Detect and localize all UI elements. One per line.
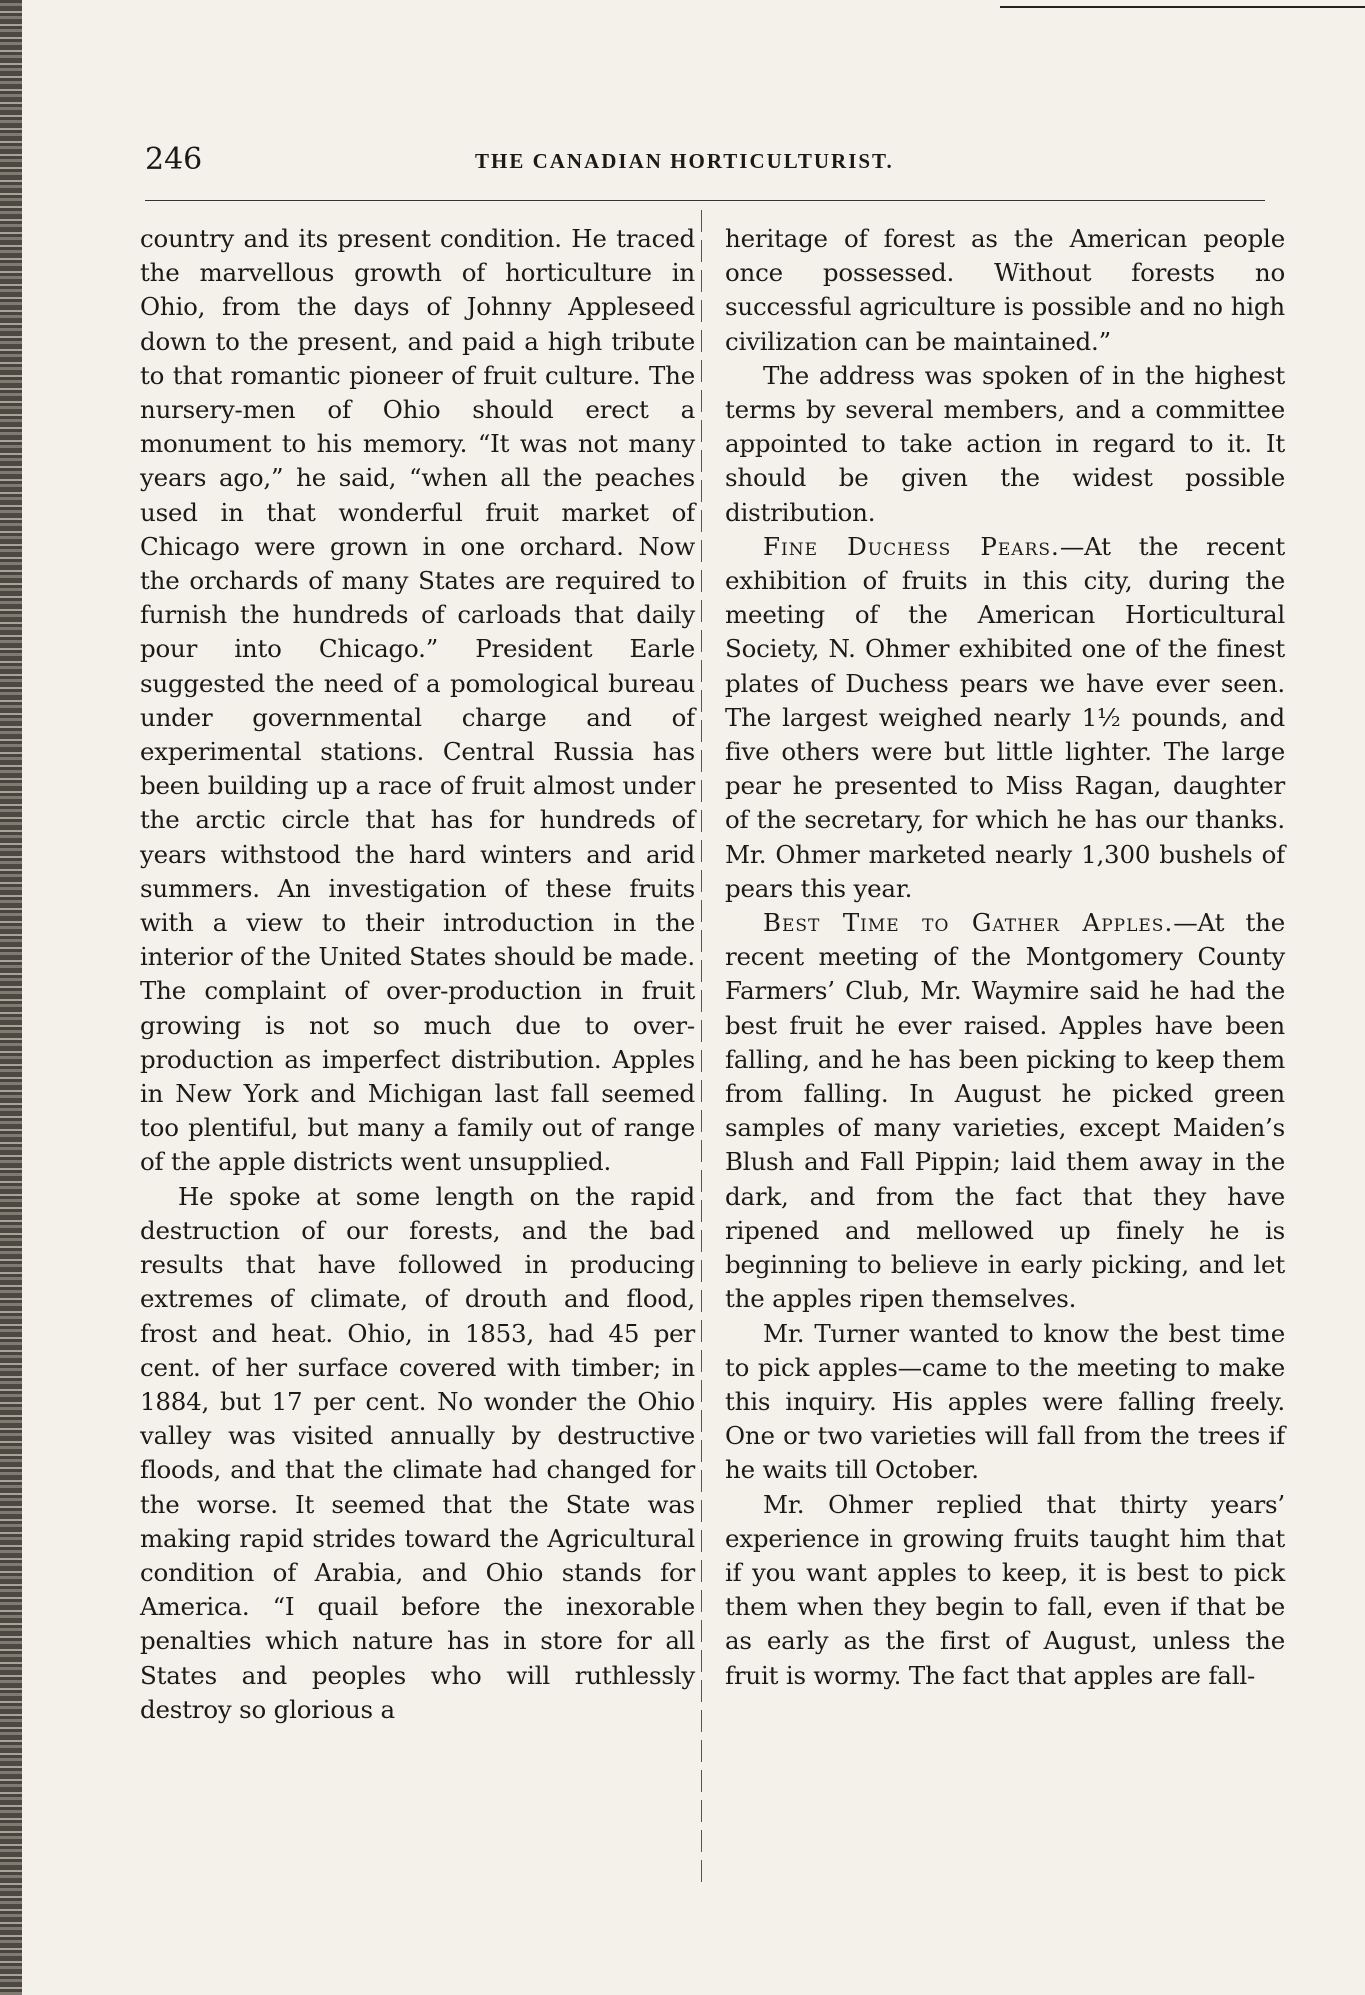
page-binding-edge: [0, 0, 22, 1995]
paragraph: country and its present condition. He traced the marvellous growth of horticulture in Ohio, from the days of Johnny Appleseed down to the present, and paid a high tribute to that romantic pioneer of fruit culture. The nursery-men of Ohio should erect a monument to his memory. “It was not many years ago,” he said, “when all the peaches used in that wonderful fruit market of Chicago were grown in one orchard. Now the orchards of many States are required to furnish the hundreds of carloads that daily pour into Chicago.” President Earle suggested the need of a pomological bureau under governmental charge and of experimental stations. Central Russia has been building up a race of fruit almost under the arctic circle that has for hundreds of years withstood the hard winters and arid summers. An investigation of these fruits with a view to their introduction in the interior of the United States should be made. The complaint of over-production in fruit growing is not so much due to over-production as imperfect distribution. Apples in New York and Michigan last fall seemed too plentiful, but many a family out of range of the apple districts went unsupplied.: [140, 224, 695, 1177]
page-header: [145, 140, 1285, 180]
paragraph: Mr. Turner wanted to know the best time to pick apples—came to the meeting to make this inquiry. His apples were falling freely. One or two varieties will fall from the trees if he waits till October.: [725, 1318, 1285, 1485]
running-head: THE CANADIAN HORTICULTURIST.: [475, 149, 894, 173]
article-fine-duchess-pears: [725, 530, 1285, 906]
article-best-time-apples: [725, 906, 1285, 1316]
paragraph-body: —At the recent meeting of the Montgomery County Farmers’ Club, Mr. Waymire said he had the best fruit he ever raised. Apples have been falling, and he has been picking to keep them from falling. In August he picked green samples of many varieties, except Maiden’s Blush and Fall Pippin; laid them away in the dark, and from the fact that they have ripened and mellowed up finely he is beginning to believe in early picking, and let the apples ripen themselves.: [725, 908, 1285, 1314]
section-heading: Best Time to Gather Apples.: [763, 908, 1174, 938]
paragraph: The address was spoken of in the highest terms by several members, and a committee appointed to take action in regard to it. It should be given the widest possible distribution.: [725, 360, 1285, 527]
right-column: [725, 222, 1285, 1882]
column-divider: [701, 210, 702, 1890]
page-number: 246: [145, 142, 203, 177]
section-heading: Fine Duchess Pears.: [763, 531, 1060, 561]
paragraph: Mr. Ohmer replied that thirty years’ experience in growing fruits taught him that if you want apples to keep, it is best to pick them when they begin to fall, even if that be as early as the first of August, unless the fruit is wormy. The fact that apples are fall-: [725, 1489, 1285, 1690]
paragraph-body: —At the recent exhibition of fruits in this city, during the meeting of the American Horticultural Society, N. Ohmer exhibited one of the finest plates of Duchess pears we have ever seen. The largest weighed nearly 1½ pounds, and five others were but little lighter. The large pear he presented to Miss Ragan, daughter of the secretary, for which he has our thanks. Mr. Ohmer marketed nearly 1,300 bushels of pears this year.: [725, 531, 1285, 903]
top-rule: [1000, 6, 1365, 8]
paragraph: heritage of forest as the American people once possessed. Without forests no successful agriculture is possible and no high civilization can be maintained.”: [725, 224, 1285, 356]
left-column: [140, 222, 695, 1882]
header-rule: [145, 200, 1265, 201]
paragraph: He spoke at some length on the rapid destruction of our forests, and the bad results that have followed in producing extremes of climate, of drouth and flood, frost and heat. Ohio, in 1853, had 45 per cent. of her surface covered with timber; in 1884, but 17 per cent. No wonder the Ohio valley was visited annually by destructive floods, and that the climate had changed for the worse. It seemed that the State was making rapid strides toward the Agricultural condition of Arabia, and Ohio stands for America. “I quail before the inexorable penalties which nature has in store for all States and peoples who will ruthlessly destroy so glorious a: [140, 1181, 695, 1724]
